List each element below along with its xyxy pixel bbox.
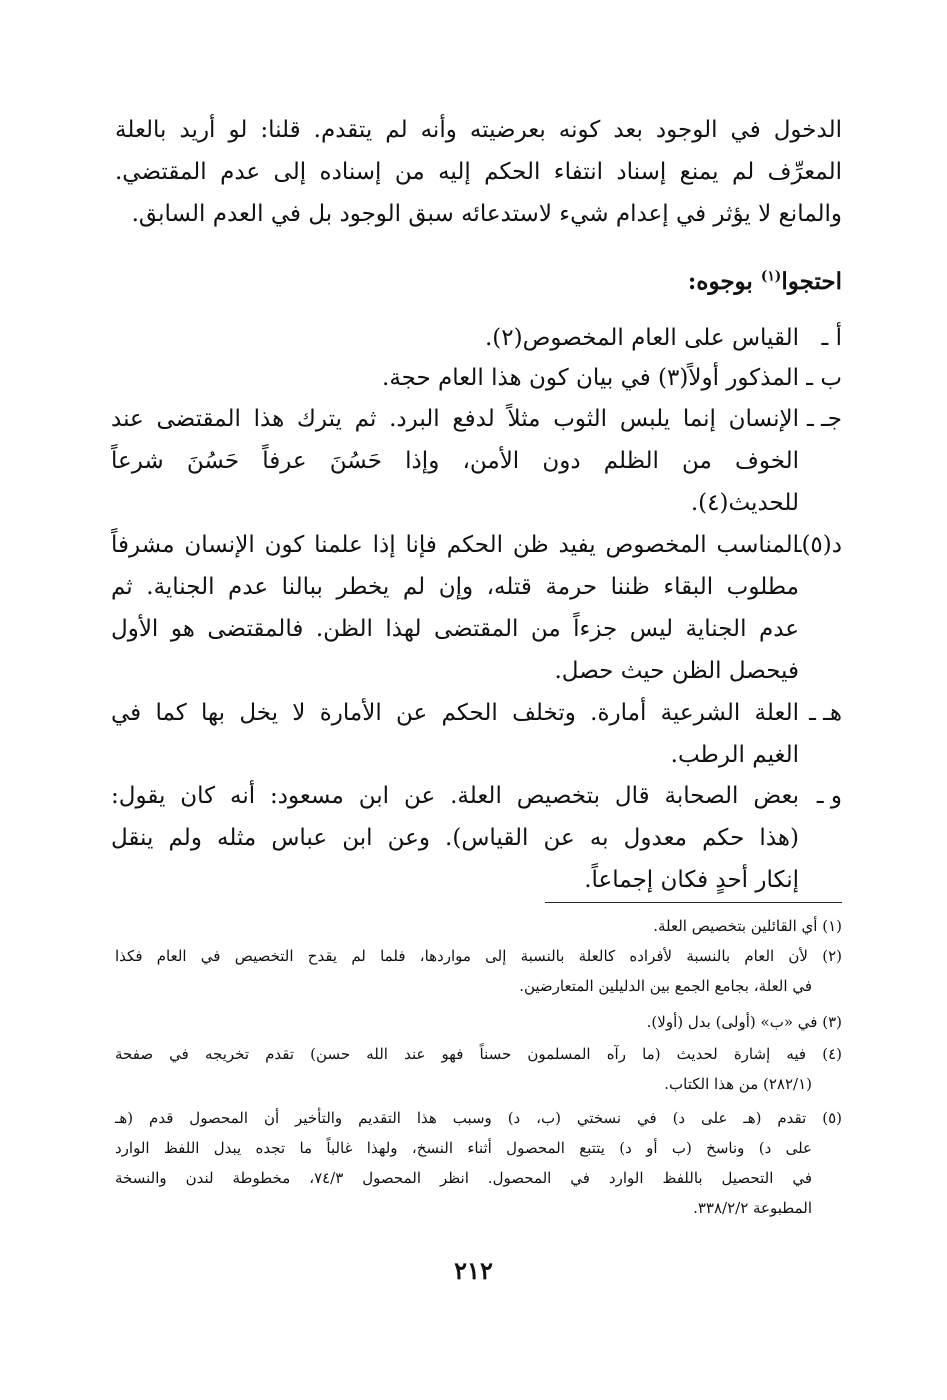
item-label: جـ ـ — [806, 406, 842, 432]
footnote-5: (٥) تقدم (هـ على د) في نسختي (ب، د) وسبب هذا التقديم والتأخير أن المحصول قدم (هـ — [115, 1109, 842, 1127]
item-label: ب ـ — [806, 365, 842, 391]
item-label: هـ ـ — [809, 700, 842, 726]
footnote-4-cont: (٢٨٢/١) من هذا الكتاب. — [664, 1075, 812, 1093]
footnote-separator — [545, 902, 842, 903]
section-heading — [115, 262, 842, 302]
page-number: ٢١٢ — [454, 1256, 493, 1285]
heading-footnote-ref: (١) — [760, 268, 782, 285]
item-line: المذكور أولاً(٣) في بيان كون هذا العام حجة. — [382, 365, 799, 391]
intro-line-3: والمانع لا يؤثر في إعدام شيء لاستدعائه سبق الوجود بل في العدم السابق. — [131, 201, 842, 227]
item-line: العلة الشرعية أمارة. وتخلف الحكم عن الأمارة لا يخل بها كما في — [111, 700, 799, 726]
item-line: إنكار أحدٍ فكان إجماعاً. — [584, 867, 799, 893]
item-line: عدم الجناية ليس جزءاً من المقتضى لهذا الظن. فالمقتضى هو الأول — [111, 616, 799, 642]
footnote-3: (٣) في «ب» (أولى) بدل (أولا). — [646, 1013, 842, 1031]
intro-line-2: المعرِّف لم يمنع إسناد انتفاء الحكم إليه من إسناده إلى عدم المقتضي. — [115, 159, 842, 185]
item-line: الخوف من الظلم دون الأمن، وإذا حَسُنَ عرفاً حَسُنَ شرعاً — [111, 448, 799, 474]
item-label: و ـ — [816, 783, 842, 809]
heading-text-tail: بوجوه: — [687, 268, 761, 295]
item-line: (هذا حكم معدول به عن القياس). وعن ابن عباس مثله ولم ينقل — [111, 825, 799, 851]
intro-line-1: الدخول في الوجود بعد كونه بعرضيته وأنه لم يتقدم. قلنا: لو أريد بالعلة — [115, 117, 842, 143]
footnote-1: (١) أي القائلين بتخصيص العلة. — [653, 917, 842, 935]
footnote-4: (٤) فيه إشارة لحديث (ما رآه المسلمون حسناً فهو عند الله حسن) تقدم تخريجه في صفحة — [115, 1045, 842, 1063]
footnote-2: (٢) لأن العام بالنسبة لأفراده كالعلة بالنسبة إلى مواردها، فلما لم يقدح التخصيص في العام فكذا — [115, 947, 842, 965]
item-line: الغيم الرطب. — [670, 742, 799, 768]
footnote-5-cont-2: في التحصيل باللفظ الوارد في المحصول. انظر المحصول ٧٤/٣، مخطوطة لندن والنسخة — [115, 1169, 812, 1187]
item-line: القياس على العام المخصوص(٢). — [484, 325, 799, 351]
item-line: فيحصل الظن حيث حصل. — [554, 658, 799, 684]
item-label: أ ـ — [821, 325, 842, 351]
item-line: بعض الصحابة قال بتخصيص العلة. عن ابن مسعود: أنه كان يقول: — [111, 783, 799, 809]
item-line: مطلوب البقاء ظننا حرمة قتله، وإن لم يخطر ببالنا عدم الجناية. ثم — [111, 574, 799, 600]
heading-text: احتجوا — [781, 268, 842, 295]
item-label: د(٥)ـ — [794, 532, 842, 558]
footnote-5-cont-3: المطبوعة ٣٣٨/٢/٢. — [693, 1199, 812, 1217]
item-line: المناسب المخصوص يفيد ظن الحكم فإنا إذا علمنا كون الإنسان مشرفاً — [111, 532, 799, 558]
item-line: الإنسان إنما يلبس الثوب مثلاً لدفع البرد. ثم يترك هذا المقتضى عند — [111, 406, 799, 432]
footnote-2-cont: في العلة، بجامع الجمع بين الدليلين المتعارضين. — [519, 977, 812, 995]
item-line: للحديث(٤). — [690, 490, 799, 516]
footnote-5-cont-1: على د) وناسخ (ب أو د) يتتبع المحصول أثناء النسخ، ولهذا غالباً ما تجده يبدل اللفظ الوارد — [115, 1139, 812, 1157]
